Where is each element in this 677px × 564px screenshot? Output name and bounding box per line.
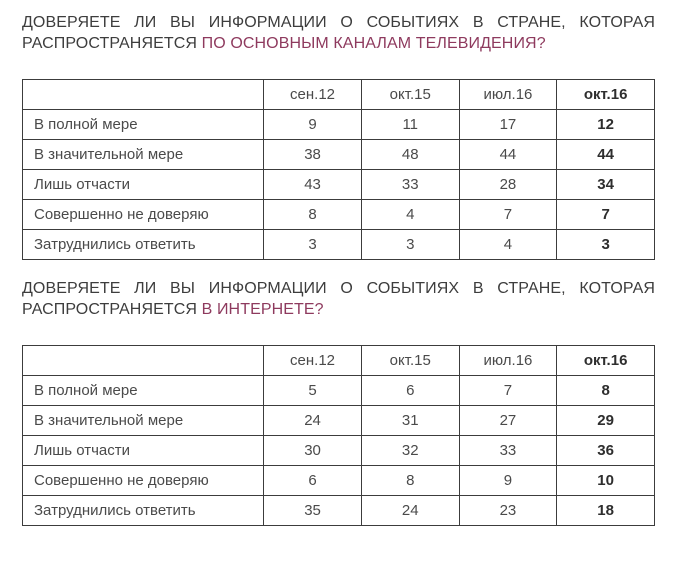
column-header: сен.12 [264,80,362,110]
column-header: окт.15 [361,346,459,376]
column-header-latest: окт.16 [557,346,655,376]
column-header-empty [23,346,264,376]
table-header-row [23,80,655,110]
row-label: В полной мере [23,376,264,406]
table-row [23,406,655,436]
cell-value: 43 [264,170,362,200]
cell-value: 8 [264,200,362,230]
cell-value: 9 [459,466,557,496]
cell-value: 24 [264,406,362,436]
cell-value-latest: 7 [557,200,655,230]
row-label: В значительной мере [23,140,264,170]
row-label: Затруднились ответить [23,496,264,526]
cell-value: 27 [459,406,557,436]
cell-value: 30 [264,436,362,466]
poll-table-tv [22,79,655,260]
cell-value-latest: 3 [557,230,655,260]
column-header-empty [23,80,264,110]
cell-value-latest: 44 [557,140,655,170]
table-row [23,140,655,170]
cell-value: 3 [361,230,459,260]
table-row [23,436,655,466]
cell-value: 17 [459,110,557,140]
table-row [23,496,655,526]
cell-value: 3 [264,230,362,260]
question-title [22,278,655,320]
row-label: В значительной мере [23,406,264,436]
table-row [23,200,655,230]
cell-value-latest: 34 [557,170,655,200]
cell-value-latest: 12 [557,110,655,140]
cell-value: 28 [459,170,557,200]
cell-value-latest: 36 [557,436,655,466]
cell-value: 33 [361,170,459,200]
row-label: Лишь отчасти [23,170,264,200]
cell-value: 11 [361,110,459,140]
cell-value-latest: 10 [557,466,655,496]
poll-table-internet [22,345,655,526]
cell-value: 9 [264,110,362,140]
column-header: окт.15 [361,80,459,110]
cell-value: 23 [459,496,557,526]
cell-value: 5 [264,376,362,406]
question-block-internet [22,278,655,526]
cell-value: 32 [361,436,459,466]
cell-value: 7 [459,376,557,406]
table-row [23,170,655,200]
table-row [23,376,655,406]
cell-value: 4 [459,230,557,260]
cell-value: 31 [361,406,459,436]
question-title [22,12,655,54]
cell-value: 7 [459,200,557,230]
cell-value-latest: 29 [557,406,655,436]
cell-value: 6 [361,376,459,406]
column-header-latest: окт.16 [557,80,655,110]
cell-value: 8 [361,466,459,496]
cell-value-latest: 18 [557,496,655,526]
table-row [23,230,655,260]
cell-value: 4 [361,200,459,230]
row-label: Затруднились ответить [23,230,264,260]
question-title-accent: В ИНТЕРНЕТЕ? [201,301,324,318]
cell-value-latest: 8 [557,376,655,406]
question-block-tv [22,12,655,260]
row-label: Совершенно не доверяю [23,200,264,230]
cell-value: 6 [264,466,362,496]
cell-value: 38 [264,140,362,170]
cell-value: 35 [264,496,362,526]
column-header: июл.16 [459,80,557,110]
row-label: Лишь отчасти [23,436,264,466]
column-header: сен.12 [264,346,362,376]
row-label: В полной мере [23,110,264,140]
question-title-plain: ДОВЕРЯЕТЕ ЛИ ВЫ ИНФОРМАЦИИ О СОБЫТИЯХ В СТРАНЕ, КОТОРАЯ РАСПРОСТРАНЯЕТСЯ [22,14,655,52]
table-row [23,110,655,140]
question-title-accent: ПО ОСНОВНЫМ КАНАЛАМ ТЕЛЕВИДЕНИЯ? [201,35,546,52]
table-header-row [23,346,655,376]
cell-value: 48 [361,140,459,170]
row-label: Совершенно не доверяю [23,466,264,496]
column-header: июл.16 [459,346,557,376]
table-row [23,466,655,496]
cell-value: 24 [361,496,459,526]
cell-value: 44 [459,140,557,170]
question-title-plain: ДОВЕРЯЕТЕ ЛИ ВЫ ИНФОРМАЦИИ О СОБЫТИЯХ В СТРАНЕ, КОТОРАЯ РАСПРОСТРАНЯЕТСЯ [22,280,655,318]
cell-value: 33 [459,436,557,466]
